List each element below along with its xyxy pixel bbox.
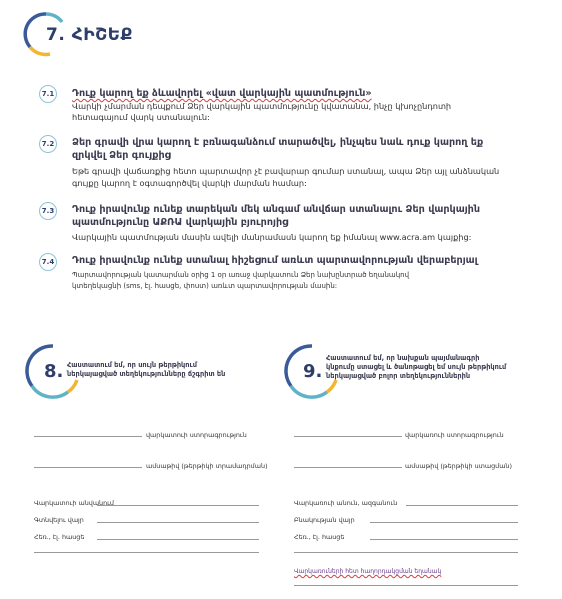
item-heading: զրկվել Ձեր գույքից [72,150,171,161]
field-line[interactable] [97,522,259,523]
date-label: ամսաթիվ (թերթիկի ստացման) [405,462,512,470]
item-body-line: Եթե գրավի վաճառքից հետո պարտավոր չէ բավարար գումար ստանալ, ապա Ձեր այլ անձնական [72,166,500,176]
field-line[interactable] [97,539,259,540]
item-body-line: Վարկի չմարման դեպքում Ձեր վարկային պատմությունը կվատանա, ինչը կխոչընդոտի [72,101,452,111]
field-label: Գտնվելու վայր [34,516,84,524]
item-body-line: հետագայում վարկ ստանալուն: [72,112,210,122]
field-label: Վարկատուի անվանում [34,499,114,507]
field-line[interactable] [370,539,518,540]
item-body-line: գույքը կարող է օգտագործվել վարկի մարման համար: [72,178,307,188]
section8-heading: ներկայացված տեղեկությունները ճշգրիտ են [67,370,226,378]
item-heading: Դուք իրավունք ունեք ստանալ հիշեցում առևտ պարտավորության վերաբերյալ [72,255,478,266]
item-body-line: Պարտավորության կատարման օրից 1 օր առաջ վարկատուն Ձեր նախընտրած եղանակով [72,271,410,279]
item-number: 7.3 [39,202,57,220]
section9-heading: Հաստատում եմ, որ նախքան պայմանագրի [326,354,480,362]
field-label: Վարկառուի անուն, ազգանուն [294,499,398,507]
item-heading: Ձեր գրավի վրա կարող է բռնագանձում տարածվել, ինչպես նաև դուք կարող եք [72,137,484,148]
section9-number: 9. [303,361,323,382]
item-heading: Դուք իրավունք ունեք տարեկան մեկ անգամ անվճար ստանալու Ձեր վարկային [72,204,480,215]
signature-label: վարկատուի ստորագրություն [146,431,247,439]
section7-title: 7. ՀԻՇԵՔ [46,25,133,45]
item-heading: պատմությունը ԱՔՌԱ վարկային բյուրոյից [72,217,289,228]
field-line[interactable] [97,505,259,506]
field-label: Բնակության վայր [294,516,355,524]
field-line[interactable] [294,585,518,586]
date-label: ամսաթիվ (թերթիկի տրամադրման) [146,462,268,470]
field-line[interactable] [406,505,518,506]
signature-line [34,436,142,437]
item-heading: Դուք կարող եք ձևավորել «վատ վարկային պատմություն» [72,88,372,99]
item-number: 7.2 [39,135,57,153]
section9-heading: կնքումը ստացել և ծանոթացել եմ սույն թերթիկում [326,363,507,371]
date-line [34,467,142,468]
field-line[interactable] [34,552,259,553]
item-body-line: Վարկային պատմության մասին ավելի մանրամասն կարող եք իմանալ www.acra.am կայքից: [72,232,472,242]
section8-heading: Հաստատում եմ, որ սույն թերթիկում [67,361,197,369]
communication-method-label: Վարկառուների հետ հաղորդակցման եղանակ [294,568,442,575]
section9-heading: ներկայացված բոլոր տեղեկություններին [326,372,471,380]
field-line[interactable] [294,552,518,553]
date-line [294,467,402,468]
section8-number: 8. [44,361,64,382]
field-label: Հեռ., էլ. հասցե [34,533,85,541]
item-number: 7.4 [39,253,57,271]
field-line[interactable] [370,522,518,523]
field-label: Հեռ., էլ. հասցե [294,533,345,541]
item-number: 7.1 [39,85,57,103]
signature-label: վարկառուի ստորագրություն [405,431,504,439]
item-body-line: կտեղեկացնի (sms, էլ. հասցե, փոստ) առևտ պարտավորության մասին: [72,282,338,290]
signature-line [294,436,402,437]
